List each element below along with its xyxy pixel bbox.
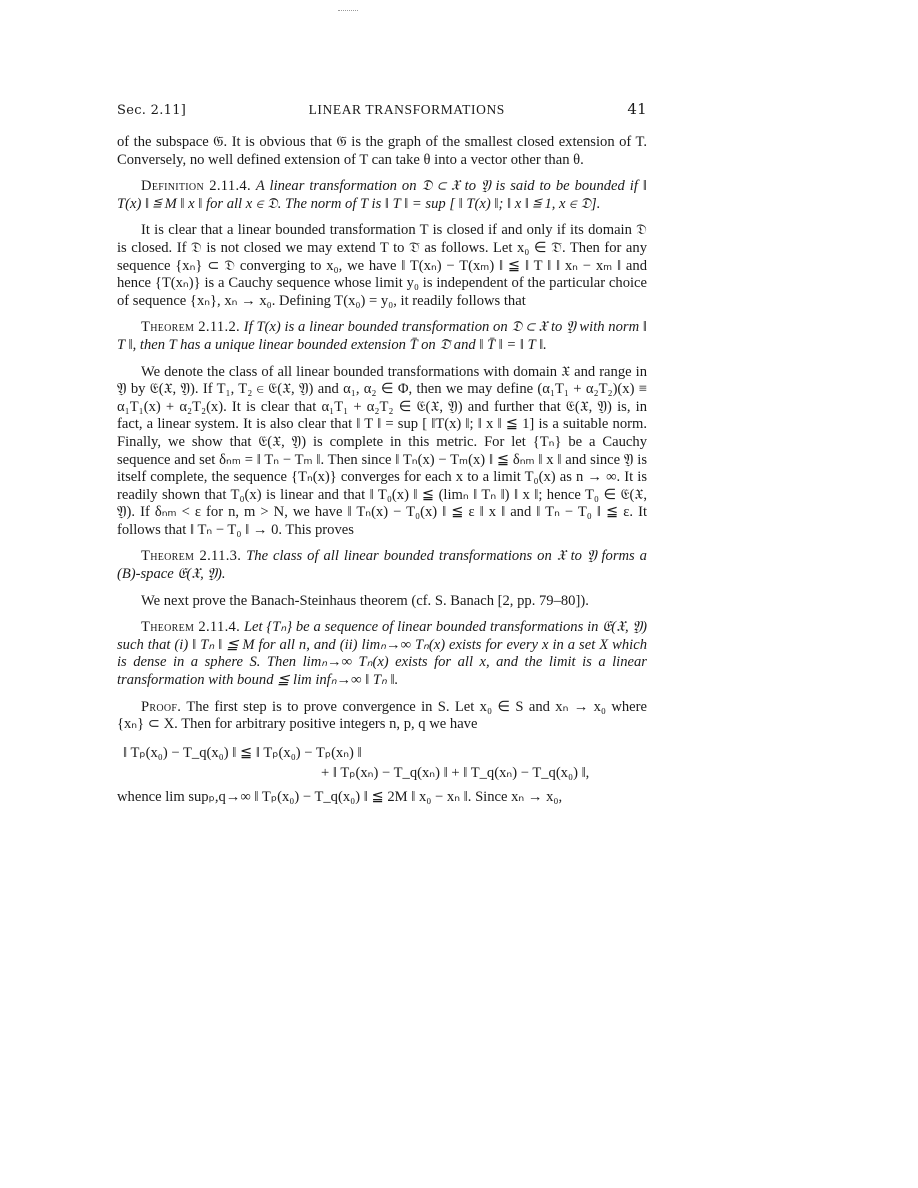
book-page	[117, 100, 647, 815]
page-number: 41	[627, 100, 647, 118]
theorem-2-11-4	[117, 619, 647, 689]
paragraph: of the subspace 𝔊̄. It is obvious that 𝔊̄ is the graph of the smallest closed extension of T. Conversely, no well defined extension of T can take θ into a vector other than θ.	[117, 134, 647, 168]
section-reference: Sec. 2.11]	[117, 103, 187, 118]
theorem-label: Theorem 2.11.3.	[141, 548, 242, 565]
theorem-text: Let {Tₙ} be a sequence of linear bounded transformations in 𝔈(𝔛, 𝔜) such that (i) ‖ Tₙ ‖ ≦ M for all n, and (ii) limₙ→∞ Tₙ(x) exists for every x in a set X which is dense in a sphere S. Then limₙ→∞ Tₙ(x) exists for all x, and the limit is a linear transformation with bound ≦ lim infₙ→∞ ‖ Tₙ ‖.	[117, 619, 647, 689]
theorem-label: Theorem 2.11.2.	[141, 319, 240, 336]
proof	[117, 699, 647, 734]
proof-text: The first step is to prove convergence in S. Let x₀ ∈ S and xₙ → x₀ where {xₙ} ⊂ X. Then for arbitrary positive integers n, p, q we have	[117, 698, 647, 733]
paragraph: We denote the class of all linear bounded transformations with domain 𝔛 and range in 𝔜 by 𝔈(𝔛, 𝔜). If T₁, T₂ ∈ 𝔈(𝔛, 𝔜) and α₁, α₂ ∈ Φ, then we may define (α₁T₁ + α₂T₂)(x) ≡ α₁T₁(x) + α₂T₂(x). It is clear that α₁T₁ + α₂T₂ ∈ 𝔈(𝔛, 𝔜) and further that 𝔈(𝔛, 𝔜) is, in fact, a linear system. It is also clear that ‖ T ‖ = sup [ ‖T(x) ‖; ‖ x ‖ ≦ 1] is a suitable norm. Finally, we show that 𝔈(𝔛, 𝔜) is complete in this metric. For let {Tₙ} be a Cauchy sequence and set δₙₘ = ‖ Tₙ − Tₘ ‖. Then since ‖ Tₙ(x) − Tₘ(x) ‖ ≦ δₙₘ ‖ x ‖ and since 𝔜 is itself complete, the sequence {Tₙ(x)} converges for each x to a limit T₀(x) as n → ∞. It is readily shown that T₀(x) is linear and that ‖ T₀(x) ‖ ≦ (limₙ ‖ Tₙ ‖) ‖ x ‖; hence T₀ ∈ 𝔈(𝔛, 𝔜). If δₙₘ < ε for n, m > N, we have ‖ Tₙ(x) − T₀(x) ‖ ≦ ε ‖ x ‖ and ‖ Tₙ − T₀ ‖ ≦ ε. It follows that ‖ Tₙ − T₀ ‖ → 0. This proves	[117, 363, 647, 538]
theorem-label: Theorem 2.11.4.	[141, 619, 241, 636]
definition-text: A linear transformation on 𝔇 ⊂ 𝔛 to 𝔜 is said to be bounded if ‖ T(x) ‖ ≦ M ‖ x ‖ for all x ∈ 𝔇. The norm of T is ‖ T ‖ = sup [ ‖ T(x) ‖; ‖ x ‖ ≦ 1, x ∈ 𝔇].	[117, 178, 647, 212]
definition-2-11-4	[117, 178, 647, 213]
paragraph: whence lim supₚ,q→∞ ‖ Tₚ(x₀) − T_q(x₀) ‖ ≦ 2M ‖ x₀ − xₙ ‖. Since xₙ → x₀,	[117, 788, 563, 805]
definition-label: Definition 2.11.4.	[141, 178, 251, 195]
theorem-2-11-2	[117, 319, 647, 354]
theorem-text: The class of all linear bounded transformations on 𝔛 to 𝔜 forms a (B)-space 𝔈(𝔛, 𝔜).	[117, 548, 647, 583]
theorem-2-11-3	[117, 548, 647, 583]
running-header	[117, 100, 647, 118]
paragraph: We next prove the Banach-Steinhaus theorem (cf. S. Banach [2, pp. 79–80]).	[141, 592, 589, 609]
display-equation	[123, 743, 647, 783]
equation-line: ‖ Tₚ(x₀) − T_q(x₀) ‖ ≦ ‖ Tₚ(x₀) − Tₚ(xₙ) ‖	[123, 744, 362, 761]
page-body	[117, 134, 647, 806]
scan-artifact	[338, 10, 358, 13]
equation-line: + ‖ Tₚ(xₙ) − T_q(xₙ) ‖ + ‖ T_q(xₙ) − T_q(x₀) ‖,	[321, 764, 590, 781]
chapter-title: LINEAR TRANSFORMATIONS	[308, 102, 505, 117]
theorem-text: If T(x) is a linear bounded transformation on 𝔇 ⊂ 𝔛 to 𝔜 with norm ‖ T ‖, then T has a unique linear bounded extension T̄ on 𝔇̄ and ‖ T̄ ‖ = ‖ T ‖.	[117, 319, 647, 353]
proof-label: Proof.	[141, 698, 182, 715]
paragraph: It is clear that a linear bounded transformation T is closed if and only if its domain 𝔇 is closed. If 𝔇 is not closed we may extend T to 𝔇̄ as follows. Let x₀ ∈ 𝔇̄. Then for any sequence {xₙ} ⊂ 𝔇 converging to x₀, we have ‖ T(xₙ) − T(xₘ) ‖ ≦ ‖ T ‖ ‖ xₙ − xₘ ‖ and hence {T(xₙ)} is a Cauchy sequence whose limit y₀ is independent of the particular choice of sequence {xₙ}, xₙ → x₀. Defining T(x₀) = y₀, it readily follows that	[117, 222, 647, 309]
